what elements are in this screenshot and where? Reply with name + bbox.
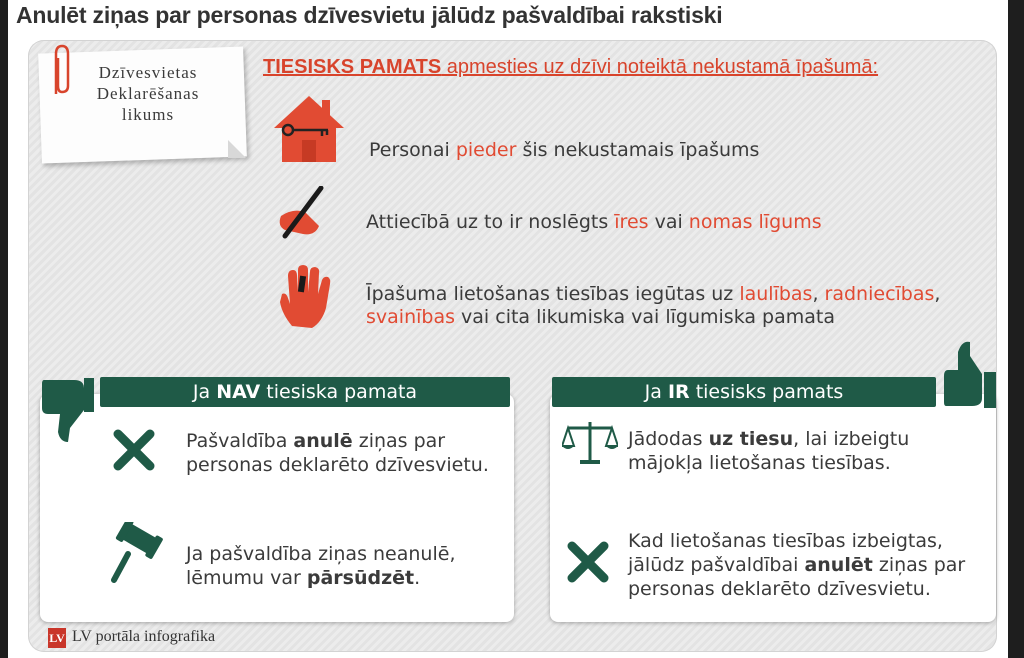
thumbs-down-icon	[40, 376, 94, 444]
reason-owns	[369, 139, 759, 161]
no-basis-item1-line1	[186, 429, 489, 453]
no-basis-item2-bold: pārsūdzēt	[306, 567, 415, 589]
right-window-edge	[1008, 0, 1024, 658]
no-basis-item1	[186, 429, 489, 477]
has-basis-header-bold: IR	[667, 381, 690, 403]
scales-icon	[562, 418, 618, 466]
reason-lease-pre: Attiecībā uz to ir noslēgts	[366, 211, 615, 233]
gavel-icon	[104, 522, 164, 584]
no-basis-item1-line2: personas deklarēto dzīvesvietu.	[186, 454, 489, 476]
law-name-line2: Deklarēšanas	[96, 84, 200, 103]
footer-credit: LV portāla infografika	[72, 628, 216, 645]
legal-basis-rest: apmesties uz dzīvi noteiktā nekustamā īpašumā:	[441, 56, 879, 78]
legal-basis-heading	[263, 56, 878, 79]
has-basis-item1-pre: Jādodas	[628, 428, 709, 450]
has-basis-item2-post: ziņas par	[872, 554, 966, 576]
pen-signing-icon	[275, 186, 327, 240]
no-basis-item2-line2	[186, 566, 455, 590]
no-basis-item2	[186, 542, 455, 590]
house-key-icon	[272, 92, 346, 164]
cross-icon	[566, 540, 610, 584]
legal-basis-bold: TIESISKS PAMATS	[263, 56, 442, 78]
has-basis-item2	[628, 529, 965, 601]
no-basis-header-bold: NAV	[216, 381, 261, 403]
has-basis-item2-bold: anulēt	[804, 554, 873, 576]
has-basis-header	[552, 377, 936, 407]
no-basis-item2-line1: Ja pašvaldība ziņas neanulē,	[186, 543, 456, 565]
reason-owns-pre: Personai	[369, 139, 456, 161]
lv-logo: LV	[48, 628, 66, 648]
note-fold	[228, 140, 246, 158]
reason-usage-end: ,	[934, 283, 941, 305]
law-name-line1: Dzīvesvietas	[98, 63, 198, 82]
has-basis-item1-line1	[628, 427, 909, 451]
no-basis-item2-pre: lēmumu var	[186, 567, 307, 589]
reason-usage-highlight3: svainības	[366, 306, 455, 328]
reason-usage-mid: ,	[812, 283, 825, 305]
reason-usage-rest: vai cita likumiska vai līgumiska pamata	[455, 306, 836, 328]
no-basis-item1-bold: anulē	[293, 430, 353, 452]
reason-usage-rights-line2	[366, 306, 835, 328]
reason-owns-post: šis nekustamais īpašums	[516, 139, 760, 161]
reason-lease-highlight2: nomas līgums	[688, 211, 822, 233]
thumbs-up-icon	[942, 338, 998, 410]
has-basis-item2-line1: Kad lietošanas tiesības izbeigtas,	[628, 530, 943, 552]
has-basis-item1-line2: mājokļa lietošanas tiesības.	[628, 452, 891, 474]
reason-usage-highlight2: radniecības	[824, 283, 935, 305]
no-basis-header-pre: Ja	[192, 381, 217, 403]
hand-raised-icon	[278, 264, 332, 330]
law-name	[58, 62, 238, 125]
no-basis-header-post: tiesiska pamata	[260, 381, 418, 403]
reason-usage-rights-line1	[366, 283, 940, 305]
reason-lease-highlight1: īres	[614, 211, 649, 233]
no-basis-item2-post: .	[414, 567, 421, 589]
has-basis-item1-post: , lai izbeigtu	[793, 428, 910, 450]
no-basis-item1-post: ziņas par	[352, 430, 446, 452]
has-basis-item2-line2	[628, 553, 965, 577]
has-basis-header-post: tiesisks pamats	[689, 381, 844, 403]
no-basis-item1-pre: Pašvaldība	[186, 430, 294, 452]
page-title: Anulēt ziņas par personas dzīvesvietu jālūdz pašvaldībai rakstiski	[16, 2, 723, 28]
has-basis-item2-pre: jālūdz pašvaldībai	[628, 554, 805, 576]
has-basis-item1-bold: uz tiesu	[708, 428, 794, 450]
has-basis-item1	[628, 427, 909, 475]
reason-lease-mid: vai	[648, 211, 689, 233]
left-window-edge	[0, 0, 8, 658]
law-name-line3: likums	[121, 105, 175, 124]
cross-icon	[112, 428, 156, 472]
reason-usage-pre: Īpašuma lietošanas tiesības iegūtas uz	[366, 283, 740, 305]
has-basis-header-pre: Ja	[644, 381, 668, 403]
reason-owns-highlight: pieder	[455, 139, 517, 161]
has-basis-item2-line3: personas deklarēto dzīvesvietu.	[628, 578, 931, 600]
reason-usage-highlight1: laulības	[739, 283, 813, 305]
no-basis-header	[100, 377, 510, 407]
reason-lease	[366, 211, 822, 233]
